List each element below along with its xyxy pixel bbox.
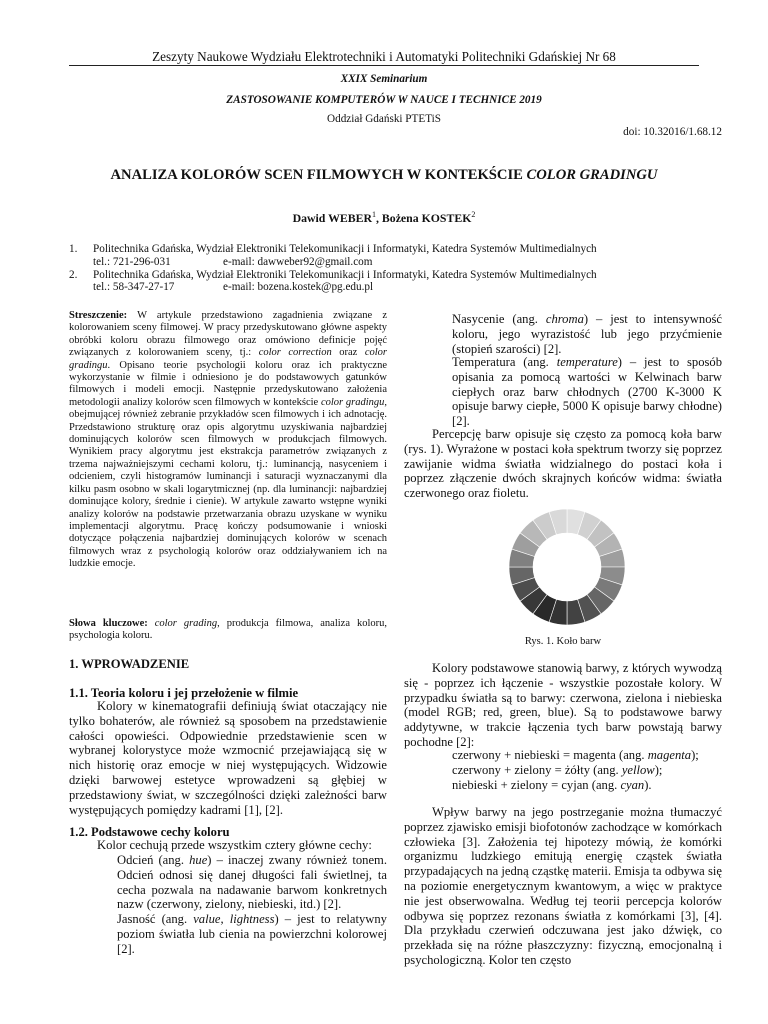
header-rule bbox=[69, 65, 699, 66]
journal-header: Zeszyty Naukowe Wydziału Elektrotechniki i Automatyki Politechniki Gdańskiej Nr 68 bbox=[152, 49, 616, 64]
affiliation-2: 2. Politechnika Gdańska, Wydział Elektroniki Telekomunikacji i Informatyki, Katedra Systemów Multimedialnych tel.: 58-347-27-17 e-mail: bozena.kostek@pg.edu.pl bbox=[69, 268, 597, 294]
color-wheel-figure bbox=[508, 508, 626, 626]
abstract: Streszczenie: W artykule przedstawiono zagadnienia związane z kolorowaniem sceny filmowej. W pracy przedyskutowano główne aspekty obróbki koloru obrazu filmowego oraz omówiono definicje pojęć związanych z kolorowaniem sceny, tj.: color correction oraz color gradingu. Opisano teorie psychologii koloru oraz ich praktyczne wykorzystanie w filmie i odniesiono je do podstawowych gatunków filmowych i modeli emocji. Następnie przedyskutowano założenia metodologii analizy kolorów scen filmowych w kontekście color gradingu, obejmującej również zebranie przykładów scen filmowych i ich adnotację. Przedstawiono strukturę oraz opis algorytmu uzyskiwania najbardziej dominujących kolorów scen filmowych w produkcjach filmowych. Wynikiem pracy algorytmu jest ekstrakcja parametrów związanych z trzema najważniejszymi cechami koloru, tj.: luminancją, nasyceniem i odcieniem, czyli histogramów luminancji i saturacji wyznaczanymi dla kilku pasm osobno w skali logarytmicznej (np. dla luminancji: najbardziej dominujące kolory, średnie i cienie). W artykule zawarto wstępne wyniki analizy kolorów na podstawie przetwarzania obrazu uzyskane w wyniku implementacji algorytmu. Pracę kończy podsumowanie i wnioski dotyczące połączenia najbardziej dominujących kolorów w scenach filmowych wraz z psychologią kolorów oraz oddziaływaniem ich na ludzkie emocje. bbox=[69, 310, 387, 570]
paragraph-biophotons: Wpływ barwy na jego postrzeganie można tłumaczyć poprzez zjawisko emisji biofotonów zachodzące w komórkach człowieka [3]. Założenia tej hipotezy mówią, że komórki organizmu ludzkiego emitują energię cząstek światła przypadających na jedną cząstkę materii. Emisja ta odbywa się na poziomie energetycznym kwantowym, a więc w praktyce nie jest obserwowalna. Według tej teorii percepcja kolorów odbywa się poprzez rezonans światła z komórkami [3], [4]. Dla przykładu czerwień odczuwana jest jako dźwięk, co przekłada się na różne płaszczyzny: fizyczną, emocjonalną i psychologiczną. Kolor ten często bbox=[404, 805, 722, 967]
feature-value: Jasność (ang. value, lightness) – jest to relatywny poziom światła lub cienia na powierzchni kolorowej [2]. bbox=[117, 912, 387, 956]
affiliations bbox=[69, 243, 709, 294]
figure-caption: Rys. 1. Koło barw bbox=[524, 636, 602, 647]
paragraph-primary-colors: Kolory podstawowe stanowią barwy, z których wywodzą się - poprzez ich łączenie - wszystkie pozostałe kolory. W przypadku światła są to barwy: czerwona, zielona i niebieska (model RGB; red, green, blue). Są to podstawowe barwy addytywne, w trakcie łączenia tych barw powstają barwy pochodne [2]: bbox=[404, 661, 722, 749]
paragraph-1-2: Kolor cechują przede wszystkim cztery główne cechy: bbox=[97, 838, 372, 852]
mix-magenta: czerwony + niebieski = magenta (ang. magenta); bbox=[452, 748, 699, 762]
color-wheel-graphic bbox=[508, 508, 626, 626]
section-heading-1: 1. WPROWADZENIE bbox=[69, 657, 190, 671]
feature-temperature: Temperatura (ang. temperature) – jest to sposób opisania za pomocą wartości w Kelwinach barw ciepłych oraz barw chłodnych (2700 K-3000 K opisuje barwy ciepłe, 5000 K opisuje barwy chłodne) [2]. bbox=[452, 355, 722, 429]
subsection-heading-1-2: 1.2. Podstawowe cechy koloru bbox=[69, 825, 230, 839]
conference-name: ZASTOSOWANIE KOMPUTERÓW W NAUCE I TECHNICE 2019 bbox=[226, 94, 542, 106]
seminar-label: XXIX Seminarium bbox=[340, 73, 428, 85]
mix-yellow: czerwony + zielony = żółty (ang. yellow); bbox=[452, 763, 663, 777]
branch-name: Oddział Gdański PTETiS bbox=[327, 113, 441, 125]
affiliation-1: 1. Politechnika Gdańska, Wydział Elektroniki Telekomunikacji i Informatyki, Katedra Systemów Multimedialnych tel.: 721-296-031 e-mail: dawweber92@gmail.com bbox=[69, 243, 597, 268]
mix-cyan: niebieski + zielony = cyjan (ang. cyan). bbox=[452, 778, 652, 792]
paragraph-1-1: Kolory w kinematografii definiują świat otaczający nie tylko bohaterów, ale również są sposobem na przedstawienie całości opowieści. Odpowiednie przedstawienie scen w wybranej kolorystyce może wzmocnić przejawiającą się w nich historię oraz emocje w niej występujących. Widzowie dzięki barwowej estetyce wprowadzeni są głębiej w przedstawiony świat, w szczególności dzięki zależności barw występujących pomiędzy kadrami [1], [2]. bbox=[69, 699, 387, 817]
feature-hue: Odcień (ang. hue) – inaczej zwany również tonem. Odcień odnosi się danej długości fali świetlnej, ta cecha pozwala na nadawanie barwom konkretnych nazw (czerwony, zielony, niebieski, itd.) [2]. bbox=[117, 853, 387, 912]
paragraph-color-wheel: Percepcję barw opisuje się często za pomocą koła barw (rys. 1). Wyrażone w postaci koła spektrum tworzy się poprzez zawijanie widma światła widzialnego do postaci koła i poprzez złączenie dwóch skrajnych końców widma: światła czerwonego oraz fioletu. bbox=[404, 427, 722, 501]
authors: Dawid WEBER$^1$, Bożena KOSTEK$^2$ bbox=[292, 210, 476, 225]
keywords: Słowa kluczowe: color grading, produkcja filmowa, analiza koloru, psychologia koloru. bbox=[69, 618, 388, 642]
subsection-heading-1-1: 1.1. Teoria koloru i jej przełożenie w filmie bbox=[69, 686, 299, 700]
paper-title: ANALIZA KOLORÓW SCEN FILMOWYCH W KONTEKŚCIE COLOR GRADINGU bbox=[110, 167, 658, 183]
feature-chroma: Nasycenie (ang. chroma) – jest to intensywność koloru, jego wyrazistość lub jego przyćmienie (stopień szarości) [2]. bbox=[452, 312, 722, 356]
doi: doi: 10.32016/1.68.12 bbox=[623, 126, 722, 138]
